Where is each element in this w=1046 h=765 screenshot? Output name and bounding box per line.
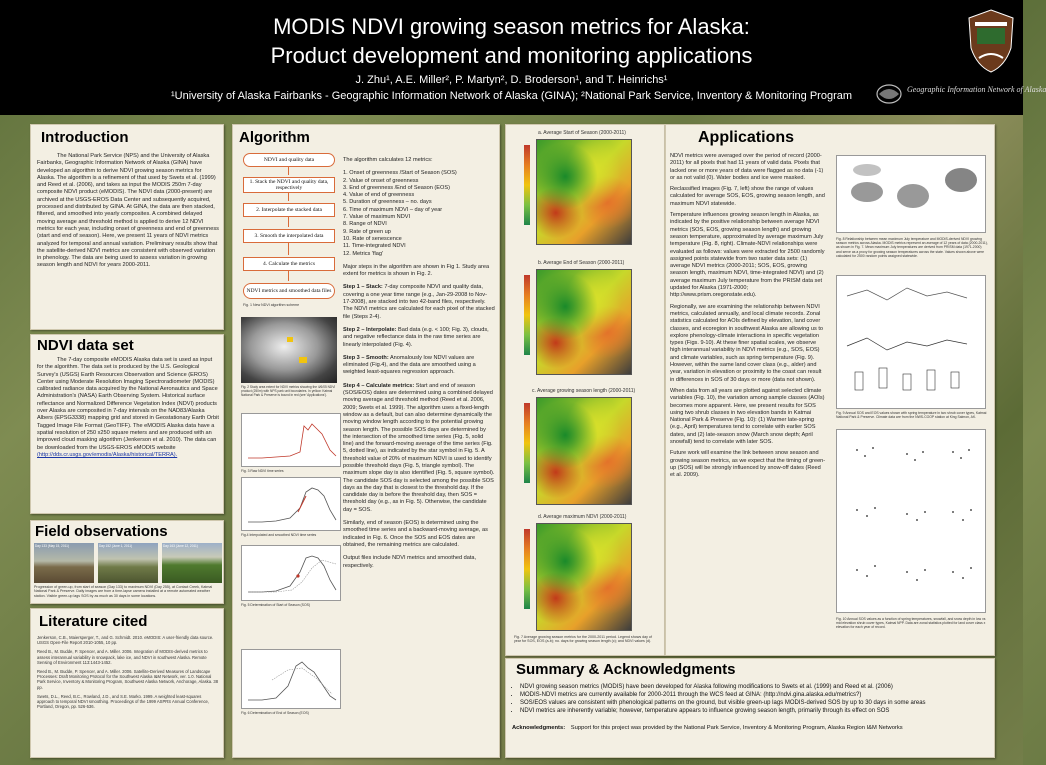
fig8-caption: Fig. 8 Relationship between mean maximum July temperature and MODIS-derived NDVI growing season metrics across Alaska. MODIS metrics represent an average of 12 years of data (2000-2011), as shown in Fig. 7. Mean maximum July temperatures are derived from PRISM data (1971-2000) and serve as a proxy for growing season temperatures across the state. Values shown above were calculated for 2500 random points assigned statewide. (836, 237, 988, 258)
introduction-panel (30, 124, 224, 330)
summary-bullet-3: • SOS/EOS values are consistent with phenological patterns on the ground, but visible green-up lags MODIS-derived SOS by up to 30 days in some areas (520, 699, 988, 707)
field-observations-heading: Field observations (35, 523, 168, 540)
gina-logo-text: Geographic Information Network of Alaska (907, 85, 1046, 94)
fig10-point (856, 509, 858, 511)
fig8-scatter-chart (836, 155, 986, 233)
flow-step4-box: 4. Calculate the metrics (243, 257, 335, 271)
step3-title: Step 3 – Smooth: (343, 354, 389, 361)
field-photo-1 (34, 543, 94, 583)
fig9-box-3 (903, 374, 911, 390)
literature-ref-2: Reed B., M. Budde, P. Spencer, and A. Miller. 2006. Integration of MODIS-derived metrics to assess interannual variability in snowpack, lake ice, and NDVI in southwest Alaska. Remote Sensing of Environment 113:1443-1452. (37, 649, 208, 665)
fig10-point (970, 509, 972, 511)
fig10-point (952, 571, 954, 573)
metric-6: 6. Time of maximum NDVI – day of year (343, 206, 443, 213)
ndvi-dataset-heading: NDVI data set (37, 337, 134, 354)
fig10-chart (836, 429, 986, 613)
applications-panel (665, 124, 995, 656)
field-observations-panel (30, 520, 224, 604)
fig10-point (922, 451, 924, 453)
fig4-series-line (248, 488, 336, 522)
fig9-sos-line (847, 338, 967, 350)
prism-link[interactable]: http://www.prism.oregonstate.edu). (670, 292, 757, 299)
applications-p3-text: Temperature influences growing season length in Alaska, as indicated by the positive relationship between average NDVI metrics (SOS, EOS, growing season length) and growing season temperature, approximated by average maximum July temperature (Fig. 8, right). Climate-NDVI relationships were evaluated as follows: values were extracted for 2500 randomly assigned points statewide from two raster data sets: (1) average NDVI metrics (2000-2011; SOS, EOS, growing season length, maximum NDVI, time-integrated NDVI) and (2) average maximum July temperature from the PRISM data set updated for Alaska (1971-2000; (670, 212, 825, 292)
algorithm-flowchart (237, 151, 341, 311)
applications-p1: NDVI metrics were averaged over the period of record (2000-2011) for all pixels that had 11 years of valid data. Pixels that lacked one or more years of data were flagged as no data (-1) or as not valid (0). Water bodies and ice were masked. (670, 153, 824, 181)
acknowledgments-text: Support for this project was provided by the National Park Service, Inventory & Monitoring Program, Alaska Region I&M Networks (570, 725, 903, 731)
fig4-series-interpolated (298, 496, 306, 512)
fig3-chart (241, 413, 341, 467)
metric-8: 8. Range of NDVI (343, 221, 387, 228)
poster-header (0, 0, 1046, 115)
fig5-chart-svg (242, 546, 342, 602)
fig2-park-highlight (299, 357, 307, 363)
flow-step2-box: 2. Interpolate the stacked data (243, 203, 335, 217)
step4-text: Start and end of season (SOS/EOS) dates are determined using a combined delayed moving average and threshold method (Reed et al. 2006, 2009; Swets et al. 1999). The algorithm uses a fixed-length window as a default, but can also determine dynamically the moving window length according to the potential growing season length. The possible SOS days are determined by the intersection of the smoothed time series (Fig. 5, solid line) and the forward-moving average of the time series (Fig. 5, dotted line), as indicated by the star symbol in Fig. 5. A threshold value of 20% of maximum NDVI is used to identify possible threshold days (Fig. 5, triangle symbol). The maximum slope day is also identified (Fig. 5, square symbol). The candidate SOS day is selected among the possible SOS days as the day that is closest to the threshold day. If the candidate day is before the threshold day, then SOS = threshold day (e.g., as in Fig. 5). Otherwise, the candidate day = SOS. (343, 382, 495, 513)
applications-heading: Applications (698, 129, 795, 146)
fig10-point (874, 565, 876, 567)
algorithm-step1 (343, 284, 495, 320)
literature-ref-1: Jenkerson, C.B., Maiersperger, T., and G. Schmidt. 2010. eMODIS: A user-friendly data source. USGS Open-File Report 2010-1055, 10 pp. (37, 635, 214, 646)
applications-p6: Future work will examine the link between snow season and growing season metrics, as we expect that the timing of green-up (SOS) will be strongly influenced by snow-off dates (Reed et al. 2009). (670, 450, 826, 479)
fig10-point (906, 513, 908, 515)
fig10-point (968, 449, 970, 451)
fig10-point (864, 455, 866, 457)
map-a-sos (536, 139, 632, 245)
step1-title: Step 1 – Stack: (343, 284, 383, 291)
poster-title-line2: Product development and monitoring applications (270, 43, 753, 68)
fig9-temperature-line (847, 288, 967, 300)
fig10-point (906, 571, 908, 573)
emodis-link[interactable]: (http://dds.cr.usgs.gov/emodis/Alaska/historical/TERRA). (37, 451, 178, 458)
fig10-point (874, 507, 876, 509)
applications-p4: Regionally, we are examining the relationship between NDVI metrics, calculated annually, and local climate records. Zonal statistics calculated for AOIs defined by elevation, land cover classes, and ecoregion in southwest Alaska are allowing us to explore phenology-climate interactions in specific vegetation types (Figs. 9-10). At these finer spatial scales, we observe high interannual variability in NDVI metrics (e.g., SOS, EOS) and climate variables, such as spring temperature (Fig. 9). However, within the same land cover class (e.g., alder) and year, variation in elevation or proximity to the coast can result in differences in SOS of 30 days or more (data not shown). (670, 303, 823, 383)
metric-11: 11. Time-integrated NDVI (343, 243, 406, 250)
step1-text: 7-day composite NDVI and quality data, covering a one year time range (e.g., Jan-29-2008 to Nov-17-2008), are stacked into two 42-band files, respectively. The NDVI metrics are calculated for each pixel of the stacked file (Steps 2-4). (343, 284, 495, 320)
poster-title-line1: MODIS NDVI growing season metrics for Alaska: (273, 14, 750, 39)
fig9-chart-svg (837, 276, 987, 410)
flow-input-box: NDVI and quality data (243, 153, 335, 167)
metric-1: 1. Onset of greenness /Start of Season (SOS) (343, 170, 457, 177)
step4-title: Step 4 – Calculate metrics: (343, 382, 415, 389)
map-c-title: c. Average growing season length (2000-2011) (532, 388, 636, 394)
flow-arrow-2 (288, 193, 289, 201)
flow-arrow-3 (288, 217, 289, 227)
map-b-title: b. Average End of Season (2000-2011) (538, 260, 625, 266)
applications-text (670, 153, 826, 483)
fig9-box-4 (927, 370, 935, 390)
flow-arrow-1 (288, 167, 289, 175)
metric-3: 3. End of greenness /End of Season (EOS) (343, 184, 450, 191)
fig6-backward-average-line (272, 668, 332, 694)
fig8-cluster-3 (897, 184, 929, 208)
fig8-cluster-1 (851, 182, 883, 202)
map-d-title: d. Average maximum NDVI (2000-2011) (538, 514, 627, 520)
map-d-legend (524, 529, 530, 609)
metric-7: 7. Value of maximum NDVI (343, 214, 411, 221)
fig5-chart (241, 545, 341, 601)
fig10-point (866, 515, 868, 517)
ndvi-dataset-panel (30, 334, 224, 514)
summary-bullet-1: • NDVI growing season metrics (MODIS) have been developed for Alaska following modifications to Swets et al. (1999) and Reed et al. (2006) (520, 683, 988, 691)
map-a-legend (524, 145, 530, 225)
acknowledgments-label: Acknowledgments: (512, 725, 566, 731)
metrics-list (343, 170, 495, 258)
fig10-point (962, 577, 964, 579)
fig2-study-area-map (241, 317, 337, 383)
fig6-smoothed-line (248, 662, 336, 700)
flow-step3-box: 3. Smooth the interpolated data (243, 229, 335, 243)
summary-panel (505, 658, 995, 758)
literature-list (37, 635, 219, 709)
fig3-caption: Fig. 3 Raw NDVI time series (241, 469, 284, 473)
fig10-point (916, 519, 918, 521)
fig4-chart-svg (242, 478, 342, 532)
poster-authors: J. Zhu¹, A.E. Miller², P. Martyn², D. Broderson¹, and T. Heinrichs¹ (355, 74, 668, 86)
fig9-caption: Fig. 9 Annual SOS and EOS values shown with spring temperature in two shrub cover types, Katmai National Park & Preserve. Climate data are from the NWS-COOP station at King Salmon, AK. (836, 411, 987, 420)
flow-arrow-4 (288, 243, 289, 255)
step3-text: Anomalously low NDVI values are eliminated (Fig.4), and the data are smoothed using a weighted least-squares regression approach. (343, 354, 476, 376)
map-b-legend (524, 275, 530, 355)
poster-affiliations: ¹University of Alaska Fairbanks - Geographic Information Network of Alaska (GINA); ²National Park Service, Inventory & Monitoring Program (170, 90, 853, 102)
fig2-park-highlight-2 (287, 337, 293, 342)
step2-title: Step 2 – Interpolate: (343, 326, 397, 333)
algorithm-heading: Algorithm (239, 129, 310, 146)
algorithm-text (343, 157, 495, 574)
summary-bullet-2: • MODIS-NDVI metrics are currently available for 2000-2011 through the WCS feed at GINA: (http://ndvi.gina.alaska.edu/metrics?) (520, 691, 988, 699)
fig10-point (872, 447, 874, 449)
metric-12: 12. Metrics 'flag' (343, 250, 384, 257)
metric-4: 4. Value of end of greenness (343, 192, 415, 199)
fig10-panels (856, 447, 972, 581)
fig10-point (970, 567, 972, 569)
field-photo-1-label: Day 133 (May 15, 2011) (35, 544, 69, 548)
metric-2: 2. Value of onset of greenness (343, 177, 419, 184)
fig10-chart-svg (837, 430, 987, 614)
fig10-point (856, 569, 858, 571)
introduction-text (37, 153, 219, 270)
fig10-point (924, 569, 926, 571)
summary-heading: Summary & Acknowledgments (516, 661, 736, 678)
fig10-point (866, 575, 868, 577)
fig10-caption: Fig. 10 Annual SOS values as a function of spring temperatures, snowfall, and snow depth in low vs mid elevation shrub cover types, Katmai NPP. Data are zonal statistics plotted for land cover class x elevation for each year of record. (836, 617, 986, 630)
fig6-caption: Fig. 6 Determination of End of Season (EOS) (241, 711, 309, 715)
algorithm-intro: The algorithm calculates 12 metrics: (343, 157, 433, 163)
fig2-caption: Fig. 2 Study area extent for NDVI metrics showing the 4/6/05 NDVI product (250m) with NPS park unit boundaries. In yellow: Katmai National Park & Preserve is bound in red (see 'Applications'). (241, 385, 336, 397)
fig6-chart (241, 649, 341, 709)
literature-ref-4: Swets, D.L., Reed, B.C., Rowland, J.D., and S.E. Marko. 1999. A weighted least-squares approach to temporal NDVI smoothing. Proceedings of the 1999 ASPRS Annual Conference, Portland, Oregon, pp. 526-536. (37, 693, 210, 710)
fig8-scatter-svg (837, 156, 987, 234)
fig10-point (856, 449, 858, 451)
step2-text: Bad data (e.g. < 100; Fig. 3), clouds, and negative reflectance data in the raw time series are linearly interpolated (Fig. 4). (343, 326, 489, 348)
fig4-caption: Fig.4 Interpolated and smoothed NDVI time series (241, 533, 317, 537)
field-photo-3-label: Day 163 (June 12, 2011) (163, 544, 198, 548)
fig10-point (952, 511, 954, 513)
fig3-series-line (248, 424, 336, 458)
fig10-point (952, 451, 954, 453)
fig10-point (960, 457, 962, 459)
fig8-cluster-2 (853, 164, 881, 176)
algorithm-major-steps: Major steps in the algorithm are shown in Fig 1. Study area extent for metrics is shown in Fig. 2. (343, 263, 490, 278)
fig10-point (906, 453, 908, 455)
map-a-title: a. Average Start of Season (2000-2011) (538, 130, 626, 136)
fig5-smoothed-line (248, 556, 336, 592)
flow-output-box: NDVI metrics and smoothed data files (243, 283, 335, 299)
field-photo-2 (98, 543, 158, 583)
map-b-eos (536, 269, 632, 375)
algorithm-panel (232, 124, 500, 758)
fig9-box-2 (879, 368, 887, 388)
algorithm-output: Output files include NDVI metrics and smoothed data, respectively. (343, 555, 477, 569)
flow-arrow-5 (288, 271, 289, 281)
field-photo-2-label: Day 152 (June 1, 2011) (99, 544, 133, 548)
map-d-max-ndvi (536, 523, 632, 631)
ndvi-dataset-paragraph: The 7-day composite eMODIS Alaska data set is used as input for the algorithm. The data set is produced by the U.S. Geological Survey's (USGS) Earth Resources Observation and Science (EROS) Center using Moderate Resolution Imaging Spectroradiometer (MODIS) calibrated radiance data acquired by the National Aeronautics and Space Administration's (NASA) Earth Observing System. Historical surface reflectance and Normalized Difference Vegetation Index (NDVI) products over Alaska are composited in 7-day intervals on the NAD83/Alaska Albers (EPSG3338) mapping grid and stored in Geostationary Earth Orbit Tagged Image File Format (GeoTIFF). The eMODIS Alaska data have a spatial resolution of 250 x250 square meters and are produced with an improved cloud masking algorithm (Jenkerson et al. 2010). The data can be downloaded from the USGS-EROS eMODIS website (37, 357, 219, 451)
fig10-point (914, 459, 916, 461)
maps-panel (505, 124, 665, 656)
fig8-cluster-4 (945, 168, 977, 192)
fig4-chart (241, 477, 341, 531)
applications-p3 (670, 212, 826, 300)
fig9-box-5 (951, 372, 959, 388)
acknowledgments (512, 725, 988, 731)
fig10-point (924, 511, 926, 513)
algorithm-step3 (343, 355, 495, 377)
flow-step1-box: 1. Stack the NDVI and quality data, respectively (243, 177, 335, 193)
map-c-length (536, 397, 632, 505)
metric-9: 9. Rate of green up (343, 228, 391, 235)
algorithm-eos: Similarly, end of season (EOS) is determined using the smoothed time series and a backward-moving average, as indicated in Fig. 6. Once the SOS and EOS dates are obtained, the remaining metrics are calculated. (343, 520, 488, 548)
fig10-point (916, 579, 918, 581)
summary-bullet-4: • NDVI metrics are inherently variable; however, temperature appears to influence growing season length, primarily through its effect on SOS (520, 707, 988, 715)
fig1-caption: Fig. 1 New NDVI algorithm scheme (243, 303, 300, 307)
summary-bullets (512, 683, 988, 715)
algorithm-step4 (343, 383, 495, 514)
literature-panel (30, 608, 224, 758)
fig6-chart-svg (242, 650, 342, 710)
map-c-legend (524, 403, 530, 483)
field-observations-caption: Progression of green-up, from start of season (Day 133) to maximum NDVI (Day 255), at Contact Creek, Katmai National Park & Preserve. Daily images are from a time-lapse camera installed at a remote automated weather station. Visible green-up lags SOS by as much as 30 days in some locations. (34, 585, 213, 598)
field-photo-3 (162, 543, 222, 583)
metric-10: 10. Rate of senescence (343, 235, 402, 242)
fig7-caption: Fig. 7 Average growing season metrics for the 2000-2011 period. Legend shows day of year for SOS, EOS (a-b); no. days for growing season length (c); and NDVI values (d). (514, 635, 652, 644)
fig3-chart-svg (242, 414, 342, 468)
introduction-heading: Introduction (41, 129, 129, 146)
fig9-chart (836, 275, 986, 409)
ndvi-dataset-text (37, 357, 219, 459)
algorithm-step2 (343, 327, 495, 349)
applications-p5: When data from all years are plotted against selected climate variables (Fig. 10), the variation among sample classes (AOIs) becomes more apparent. Here, we present results for SOS using two shrub classes in two elevation bands in Katmai National Park & Preserve (Fig. 10): (1) Warmer late-spring (e.g., April) temperatures tend to correlate with earlier SOS dates, and (2) late-season snow (March snow depth; April snowfall) tend to correlate with later SOS. (670, 387, 825, 445)
literature-ref-3: Reed B., M. Budde, P. Spencer, and A. Miller. 2006. Satellite-Derived Measures of Landscape Processes: Draft Monitoring Protocol for the Southwest Alaska I&M Network, ver. 1.0. National Park Service, Inventory & Monitoring Program, Southwest Alaska Network, Anchorage, Alaska. 38 pp. (37, 669, 219, 690)
fig9-box-1 (855, 372, 863, 390)
fig5-sos-marker (296, 574, 299, 577)
applications-p2: Reclassified images (Fig. 7, left) show the range of values calculated for average SOS, EOS, growing season length, and maximum NDVI statewide. (670, 186, 825, 207)
fig5-caption: Fig. 5 Determination of Start of Season (SOS) (241, 603, 310, 607)
literature-heading: Literature cited (39, 613, 148, 630)
fig10-point (962, 519, 964, 521)
nps-arrowhead-logo-icon (965, 8, 1017, 74)
introduction-paragraph: The National Park Service (NPS) and the University of Alaska Fairbanks, Geographic Information Network of Alaska (GINA) have developed an algorithm to derive NDVI growing season metrics for Alaska. The algorithm is a refinement of that used by Swets et al. (1999) and Reed et al. (2006), and takes as input the MODIS 250m 7-day composite NDVI product (eMODIS). The NDVI data (2000-present) are archived at the USGS-EROS Data Center and subsequently acquired, processed and distributed by GINA. At GINA, the data are then stacked, filtered, and smoothed into yearly composites. A combined delayed moving average and threshold method is applied to derive 12 NDVI metrics for each year, including onset of greenness and end of greenness (start and end of season). Here, we present 11 years of NDVI metrics analyzed for temporal and annual variation. Preliminary results show that the satellite-derived NDVI metrics are consistent with observed variation in phenology. The data are being used to assess variation in growing season length and NDVI for years 2000-2011. (37, 153, 219, 269)
metric-5: 5. Duration of greenness – no. days (343, 199, 432, 206)
